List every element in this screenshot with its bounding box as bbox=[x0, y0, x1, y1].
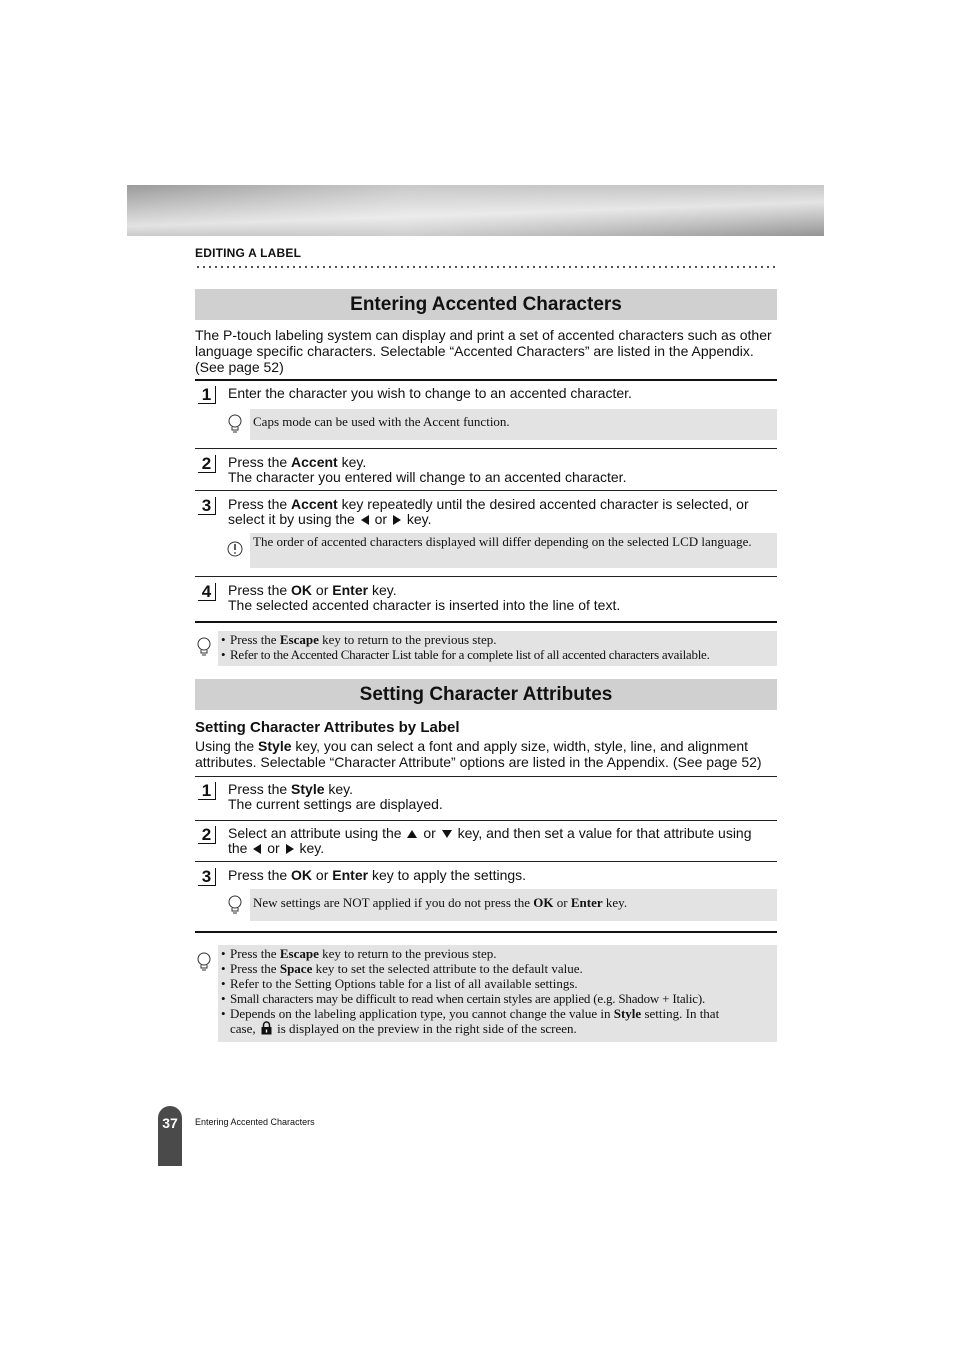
header-band bbox=[127, 185, 824, 236]
step-number: 1 bbox=[198, 782, 216, 800]
tip-item: • Press the Space key to set the selected attribute to the default value. bbox=[218, 961, 777, 976]
step-text: Press the Accent key repeatedly until the desired accented character is selected, or select it by using the or key. bbox=[228, 496, 749, 527]
step-number: 1 bbox=[198, 386, 216, 404]
lightbulb-icon bbox=[227, 414, 243, 434]
step-text: Press the Style key. The current settings are displayed. bbox=[228, 781, 443, 812]
triangle-right-icon bbox=[393, 515, 401, 525]
triangle-left-icon bbox=[361, 515, 369, 525]
section-title-attributes: Setting Character Attributes bbox=[195, 679, 777, 710]
tip-item: • Small characters may be difficult to read when certain styles are applied (e.g. Shadow + Italic). bbox=[218, 991, 777, 1006]
step-number: 3 bbox=[198, 497, 216, 515]
section-title-accented: Entering Accented Characters bbox=[195, 289, 777, 320]
step-text: Press the OK or Enter key to apply the settings. bbox=[228, 867, 527, 883]
tips-box bbox=[218, 631, 777, 666]
lightbulb-icon bbox=[196, 952, 212, 972]
tip-item: • Press the Escape key to return to the previous step. bbox=[218, 632, 777, 647]
tip-item: • Press the Escape key to return to the previous step. bbox=[218, 946, 777, 961]
triangle-right-icon bbox=[286, 844, 294, 854]
divider bbox=[195, 490, 777, 491]
lightbulb-icon bbox=[227, 895, 243, 915]
divider bbox=[195, 621, 777, 623]
note-box bbox=[250, 409, 777, 440]
step-number: 4 bbox=[198, 583, 216, 601]
step-text: Press the Accent key. The character you entered will change to an accented character. bbox=[228, 454, 627, 485]
divider bbox=[195, 931, 777, 933]
step-text: Enter the character you wish to change to an accented character. bbox=[228, 385, 632, 401]
lock-icon bbox=[261, 1021, 272, 1035]
tips-box bbox=[218, 945, 777, 1042]
note-text: New settings are NOT applied if you do not press the OK or Enter key. bbox=[253, 895, 628, 910]
triangle-up-icon bbox=[407, 830, 417, 838]
accent-key-label: Accent bbox=[291, 454, 338, 470]
triangle-down-icon bbox=[442, 830, 452, 838]
footer-section-name: Entering Accented Characters bbox=[195, 1117, 315, 1127]
step-number: 3 bbox=[198, 868, 216, 886]
divider bbox=[195, 820, 777, 821]
step-text: Press the OK or Enter key. The selected accented character is inserted into the line of text. bbox=[228, 582, 621, 613]
divider bbox=[195, 448, 777, 449]
lightbulb-icon bbox=[196, 637, 212, 657]
triangle-left-icon bbox=[253, 844, 261, 854]
divider bbox=[195, 576, 777, 577]
section1-intro: The P-touch labeling system can display and print a set of accented characters such as other language specific characters. Selectable “Accented Characters” are listed in the Appendix. (See page 52) bbox=[195, 327, 772, 375]
step-text: Select an attribute using the or key, and then set a value for that attribute using the or key. bbox=[228, 825, 752, 856]
step-number: 2 bbox=[198, 455, 216, 473]
tip-item: • Refer to the Setting Options table for a list of all available settings. bbox=[218, 976, 777, 991]
dotted-divider bbox=[195, 265, 777, 269]
note-text: The order of accented characters displayed will differ depending on the selected LCD language. bbox=[253, 534, 752, 549]
subsection-title: Setting Character Attributes by Label bbox=[195, 719, 460, 736]
accent-key-label: Accent bbox=[291, 496, 338, 512]
note-box bbox=[250, 889, 777, 921]
running-head: EDITING A LABEL bbox=[195, 246, 302, 260]
tip-item: • Refer to the Accented Character List table for a complete list of all accented characters available. bbox=[218, 647, 777, 662]
note-box bbox=[250, 533, 777, 568]
page-number: 37 bbox=[158, 1106, 182, 1166]
divider bbox=[195, 776, 777, 777]
note-text: Caps mode can be used with the Accent function. bbox=[253, 414, 510, 429]
divider bbox=[195, 379, 777, 381]
exclamation-icon bbox=[227, 539, 243, 559]
section2-intro: Using the Style key, you can select a font and apply size, width, style, line, and alignment attributes. Selectable “Character Attribute” options are listed in the Appendix. (See page 52) bbox=[195, 738, 762, 770]
step-number: 2 bbox=[198, 826, 216, 844]
tip-item: • Depends on the labeling application type, you cannot change the value in Style setting. In that case, is displayed on the preview in the right side of the screen. bbox=[218, 1006, 777, 1036]
divider bbox=[195, 861, 777, 862]
